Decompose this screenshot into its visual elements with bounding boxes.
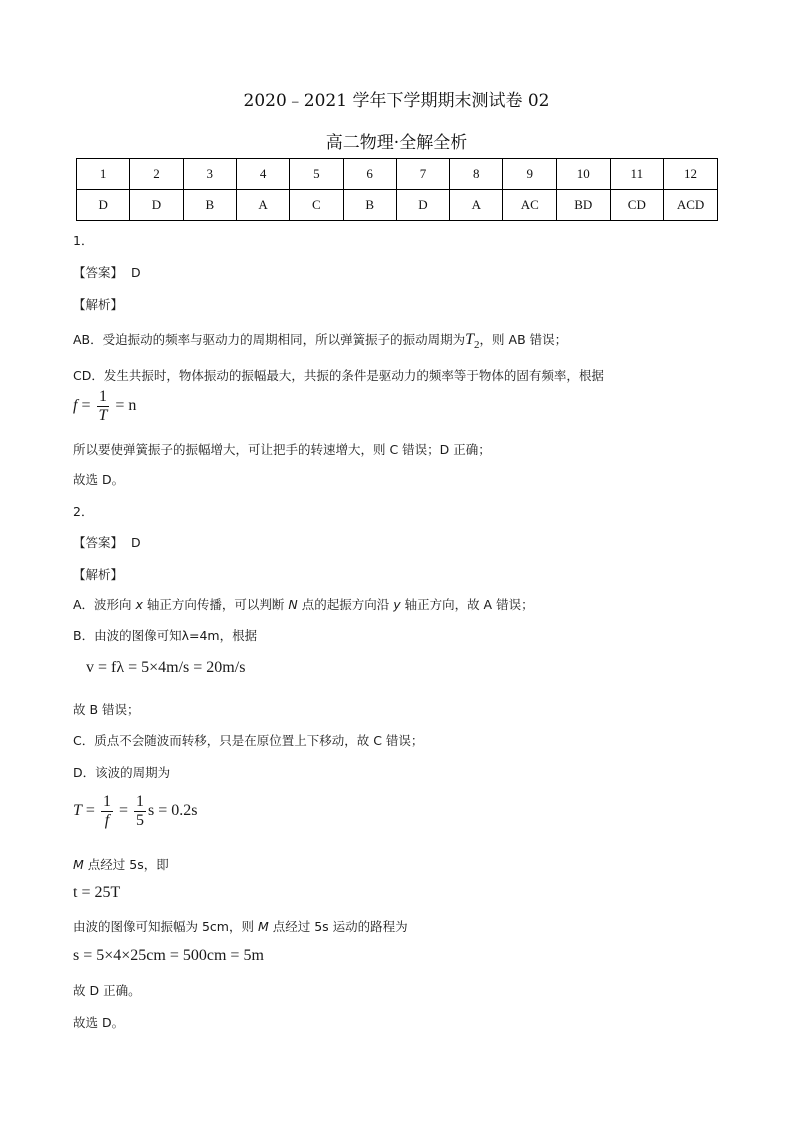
q2-formula-T: T = $\frac{1}{f}$ = $\frac{1}{5}$ s = 0.2s (73, 793, 198, 829)
table-cell: C (290, 190, 343, 221)
table-cell: AC (503, 190, 557, 221)
q2-a-text: A．波形向 x 轴正方向传播，可以判断 N 点的起振方向沿 y 轴正方向，故 A 错误； (73, 597, 534, 612)
table-cell: D (130, 190, 183, 221)
q1-conclusion: 所以要使弹簧振子的振幅增大，可让把手的转速增大，则 C 错误；D 正确； (73, 442, 491, 457)
fraction: $\frac{1}{T}$ (98, 388, 108, 424)
q1-formula: f = $\frac{1}{T}$ = n (73, 388, 137, 424)
table-cell: CD (610, 190, 664, 221)
answer-table (76, 158, 718, 221)
table-cell: A (236, 190, 289, 221)
q2-formula-s: s = 5×4×25cm = 500cm = 5m (73, 947, 264, 964)
table-cell: 7 (396, 159, 449, 190)
q2-d-text: D．该波的周期为 (73, 765, 171, 780)
q2-formula-v: v = fλ = 5×4m/s = 20m/s (86, 659, 246, 676)
q2-analysis-label: 【解析】 (73, 567, 124, 582)
q2-b-conclusion: 故 B 错误； (73, 702, 140, 717)
q2-b-text: B．由波的图像可知λ=4m，根据 (73, 628, 258, 643)
q1-analysis-label: 【解析】 (73, 297, 124, 312)
table-cell: 4 (236, 159, 289, 190)
table-cell: D (77, 190, 130, 221)
fraction: $\frac{1}{f}$ (102, 793, 111, 829)
table-cell: 6 (343, 159, 396, 190)
answer-label: 【答案】 (73, 265, 124, 280)
q2-final: 故选 D。 (73, 1015, 125, 1030)
q2-d-conclusion: 故 D 正确。 (73, 983, 141, 998)
q2-formula-t: t = 25T (73, 884, 121, 901)
q2-m-text: M 点经过 5s，即 (73, 857, 169, 872)
table-cell: ACD (664, 190, 718, 221)
answer-value: D (130, 535, 141, 550)
table-cell: D (396, 190, 449, 221)
q2-c-text: C．质点不会随波而转移，只是在原位置上下移动，故 C 错误； (73, 733, 424, 748)
fraction: $\frac{1}{5}$ (135, 793, 144, 829)
table-cell: 11 (610, 159, 664, 190)
table-cell: A (450, 190, 503, 221)
answer-table-numbers-row (77, 159, 718, 190)
q2-number: 2． (73, 504, 94, 519)
q2-amp-text: 由波的图像可知振幅为 5cm，则 M 点经过 5s 运动的路程为 (73, 919, 408, 934)
table-cell: B (343, 190, 396, 221)
table-cell: 3 (183, 159, 236, 190)
q1-ab-text: AB．受迫振动的频率与驱动力的周期相同，所以弹簧振子的振动周期为$T_2$，则 AB 错误； (73, 331, 568, 352)
document-title: 2020﹣2021 学年下学期期末测试卷 02 (243, 91, 550, 111)
table-cell: BD (557, 190, 611, 221)
table-cell: 9 (503, 159, 557, 190)
table-cell: 8 (450, 159, 503, 190)
q1-cd-text: CD．发生共振时，物体振动的振幅最大，共振的条件是驱动力的频率等于物体的固有频率，根据 (73, 368, 604, 383)
answer-label: 【答案】 (73, 535, 124, 550)
answer-table-answers-row (77, 190, 718, 221)
q2-answer (73, 533, 141, 551)
table-cell: 12 (664, 159, 718, 190)
table-cell: 5 (290, 159, 343, 190)
q1-answer (73, 263, 141, 281)
table-cell: 2 (130, 159, 183, 190)
answer-value: D (130, 265, 141, 280)
table-cell: 10 (557, 159, 611, 190)
table-cell: 1 (77, 159, 130, 190)
document-subtitle: 高二物理·全解全析 (325, 133, 468, 153)
q1-number: 1． (73, 233, 94, 248)
q1-final: 故选 D。 (73, 472, 125, 487)
table-cell: B (183, 190, 236, 221)
